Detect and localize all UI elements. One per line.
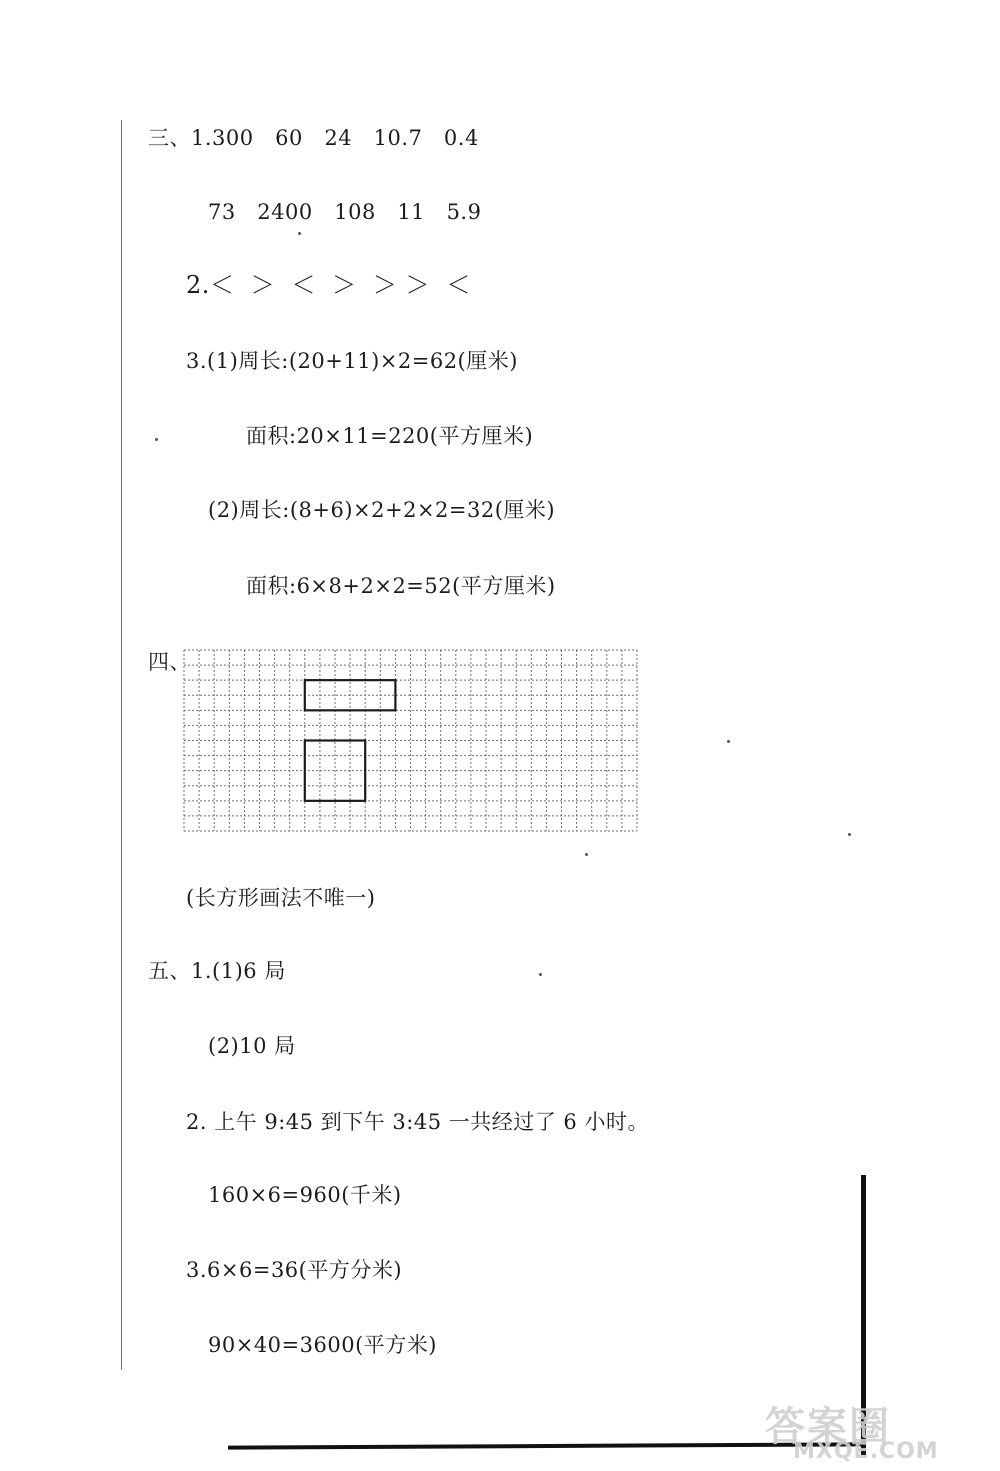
- scan-speck: [727, 740, 730, 743]
- s5-q2-text: 2. 上午 9:45 到下午 3:45 一共经过了 6 小时。: [186, 1110, 649, 1134]
- scan-speck: [298, 232, 301, 235]
- s5-q3-calc1: 3.6×6=36(平方分米): [186, 1258, 403, 1282]
- s3-q3-1-perimeter: 3.(1)周长:(20+11)×2=62(厘米): [186, 349, 518, 373]
- scan-speck: [585, 853, 588, 856]
- s3-q1-row1: 三、1.300 60 24 10.7 0.4: [148, 126, 479, 150]
- s3-q2-comparisons: 2.＜ ＞ ＜ ＞ ＞ ＞ ＜: [186, 271, 471, 299]
- s4-label: 四、: [148, 650, 191, 674]
- watermark-main-text: 答案圈: [765, 1404, 891, 1450]
- watermark-logo: [765, 1395, 997, 1467]
- s4-note: (长方形画法不唯一): [186, 886, 376, 910]
- s3-q3-1-area: 面积:20×11=220(平方厘米): [246, 424, 534, 448]
- s5-q1-1: 五、1.(1)6 局: [148, 959, 286, 983]
- left-margin-rule: [121, 120, 122, 1370]
- s3-q1-row2: 73 2400 108 11 5.9: [208, 200, 482, 224]
- s5-q2-calc: 160×6=960(千米): [208, 1183, 402, 1207]
- s3-q3-2-area: 面积:6×8+2×2=52(平方厘米): [246, 574, 556, 598]
- s4-grid-figure: [183, 649, 638, 832]
- s5-q3-calc2: 90×40=3600(平方米): [208, 1333, 437, 1357]
- s5-q1-2: (2)10 局: [208, 1034, 296, 1058]
- grid-svg: [183, 649, 638, 832]
- scan-speck: [539, 973, 542, 976]
- watermark-sub-text: MXQE.COM: [793, 1439, 939, 1464]
- scan-speck: [848, 833, 851, 836]
- s3-q3-2-perimeter: (2)周长:(8+6)×2+2×2=32(厘米): [208, 498, 556, 522]
- scan-speck: [155, 438, 158, 441]
